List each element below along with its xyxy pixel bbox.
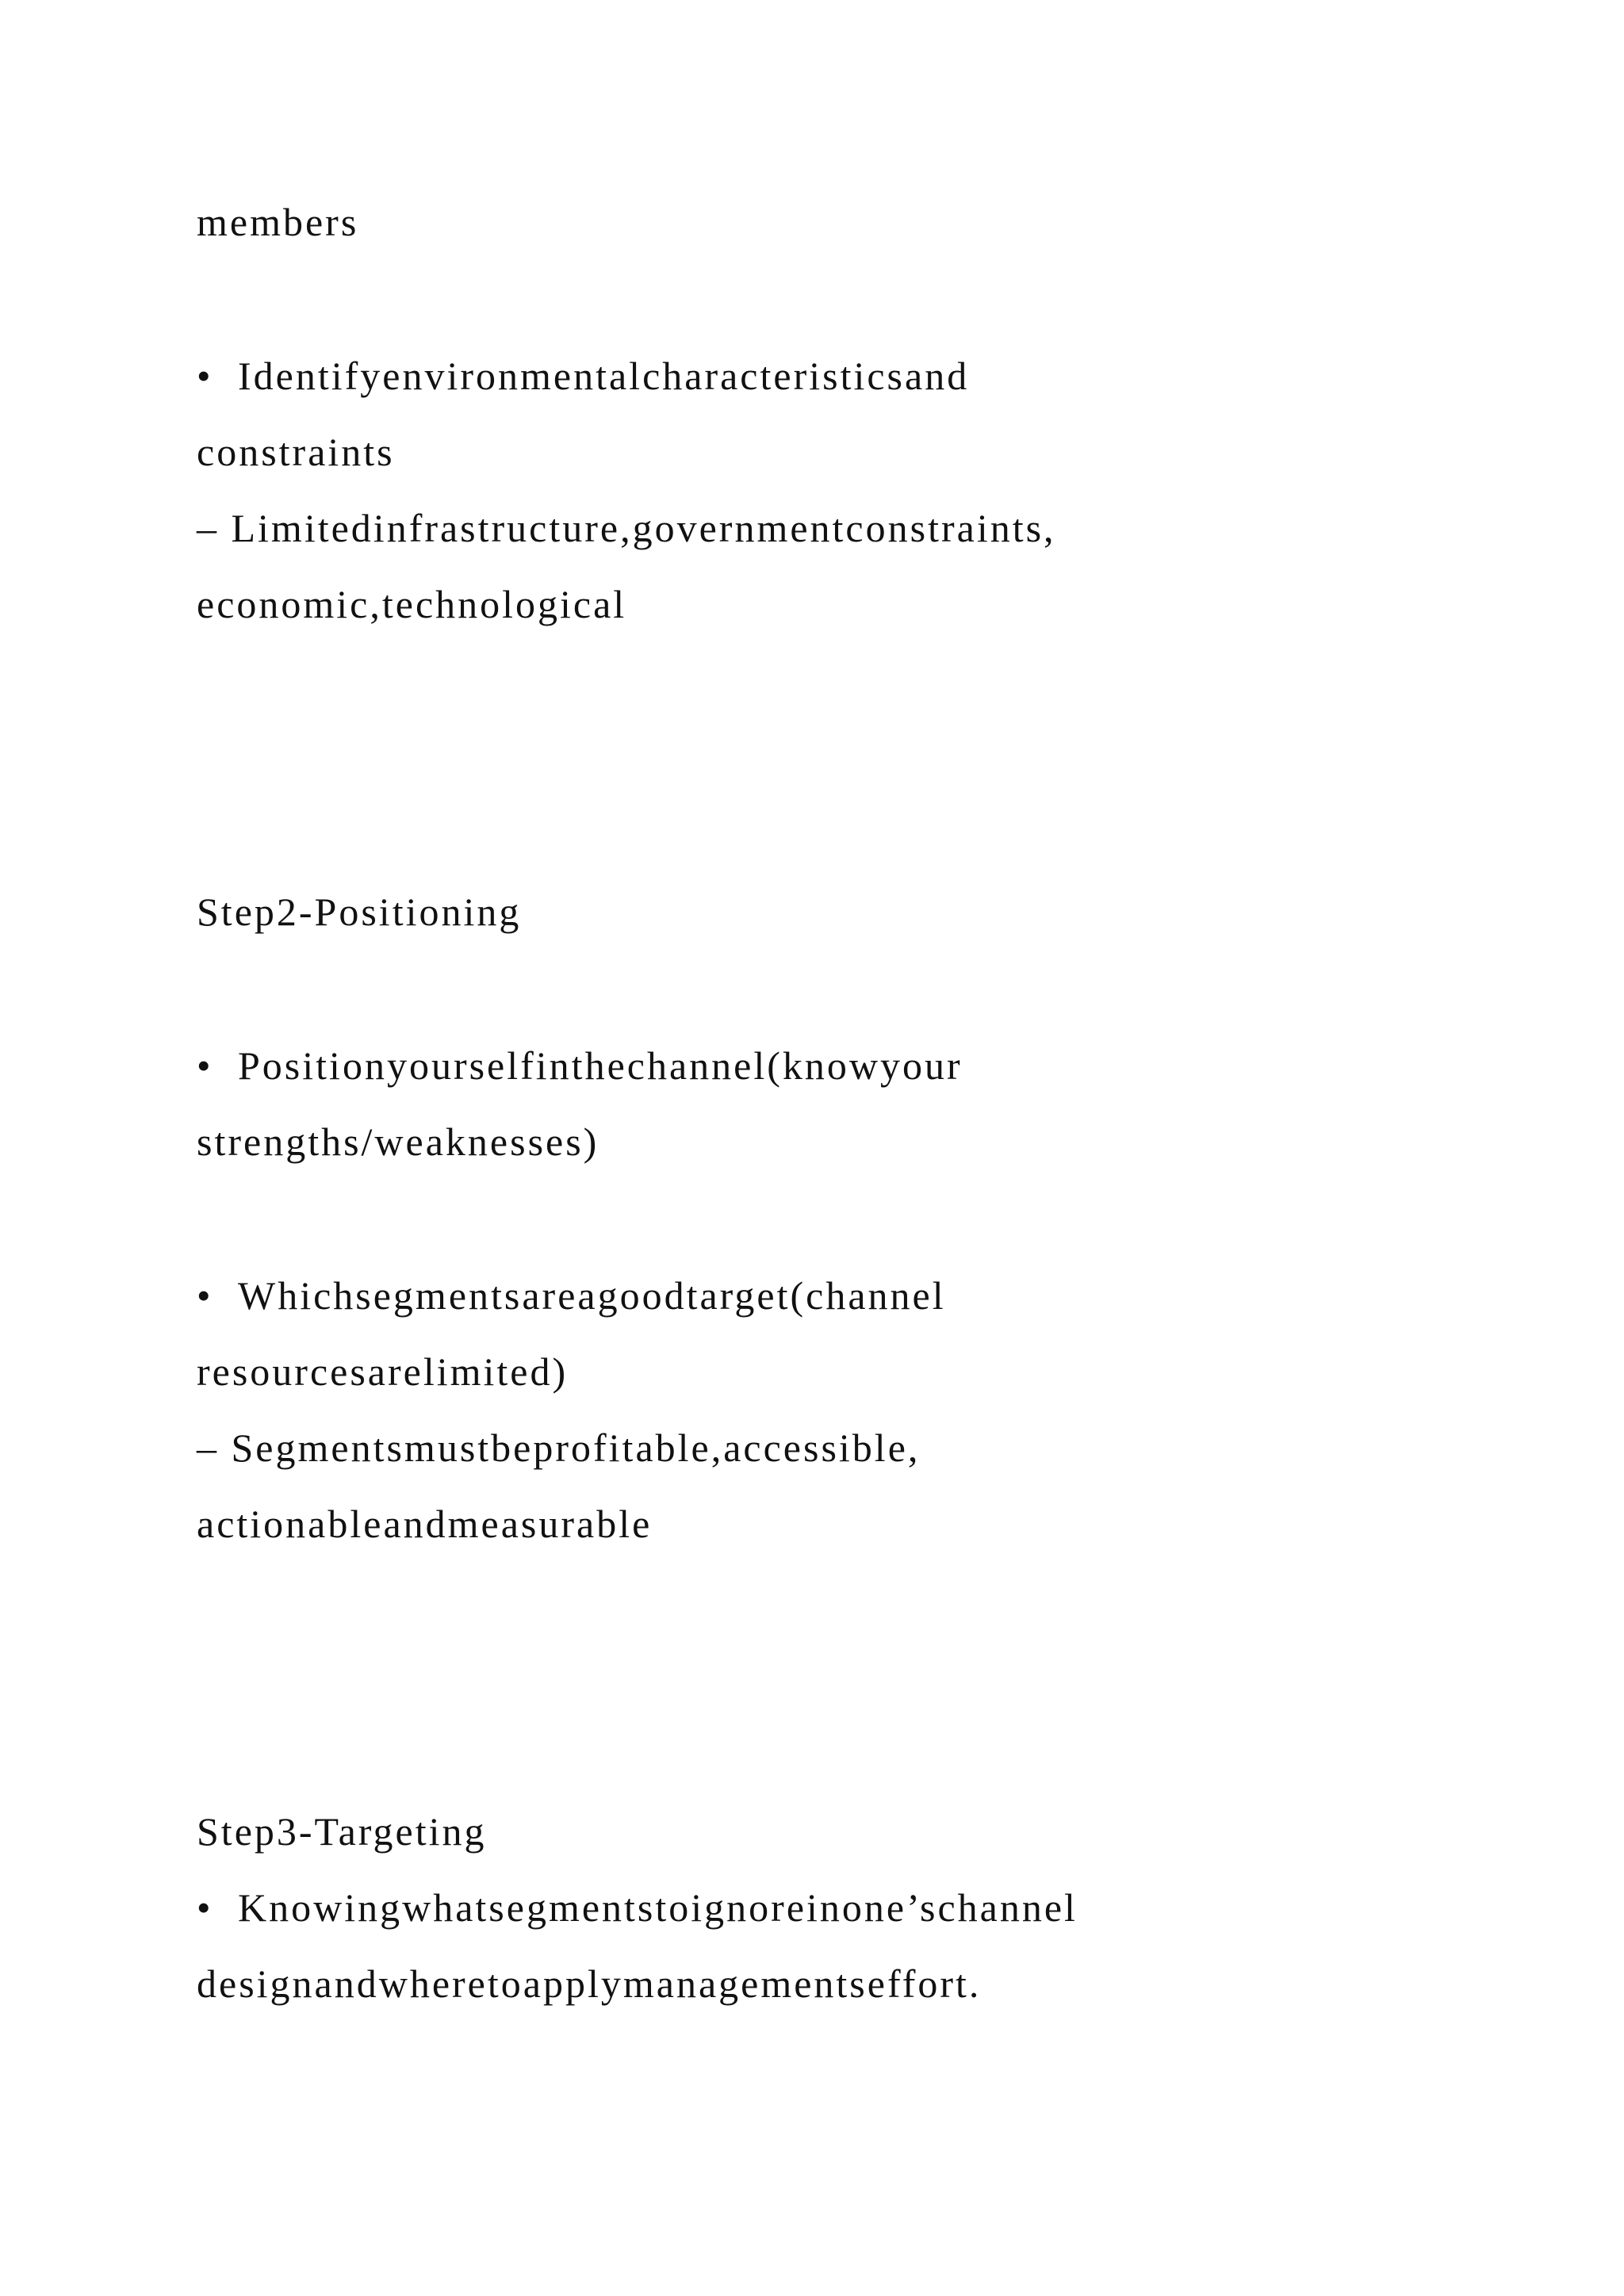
list-item-text-continued: designandwheretoapplymanagementseffort. — [197, 1961, 982, 2006]
list-item — [197, 352, 969, 400]
sub-item-text: – Limitedinfrastructure,governmentconstraints, — [197, 506, 1056, 550]
list-item-text-continued: resourcesarelimited) — [197, 1349, 569, 1394]
bullet-icon: • — [197, 1043, 213, 1088]
list-item-text: Whichsegmentsareagoodtarget(channel — [238, 1273, 946, 1318]
list-item — [197, 1884, 1078, 1931]
list-item-text: Positionyourselfinthechannel(knowyour — [238, 1043, 963, 1088]
list-item-text: Identifyenvironmentalcharacteristicsand — [238, 354, 970, 398]
bullet-icon: • — [197, 1885, 213, 1930]
section-heading: Step2-Positioning — [197, 890, 522, 934]
sub-item-text-continued: actionableandmeasurable — [197, 1502, 653, 1546]
list-item — [197, 1042, 963, 1089]
list-item-text-continued: strengths/weaknesses) — [197, 1119, 599, 1164]
list-item — [197, 1272, 946, 1319]
continuation-text: members — [197, 200, 359, 244]
bullet-icon: • — [197, 354, 213, 398]
section-heading: Step3-Targeting — [197, 1809, 487, 1854]
sub-item-text: – Segmentsmustbeprofitable,accessible, — [197, 1425, 921, 1470]
sub-item-text-continued: economic,technological — [197, 582, 627, 626]
list-item-text-continued: constraints — [197, 430, 395, 474]
list-item-text: Knowingwhatsegmentstoignoreinone’schannel — [238, 1885, 1078, 1930]
bullet-icon: • — [197, 1273, 213, 1318]
